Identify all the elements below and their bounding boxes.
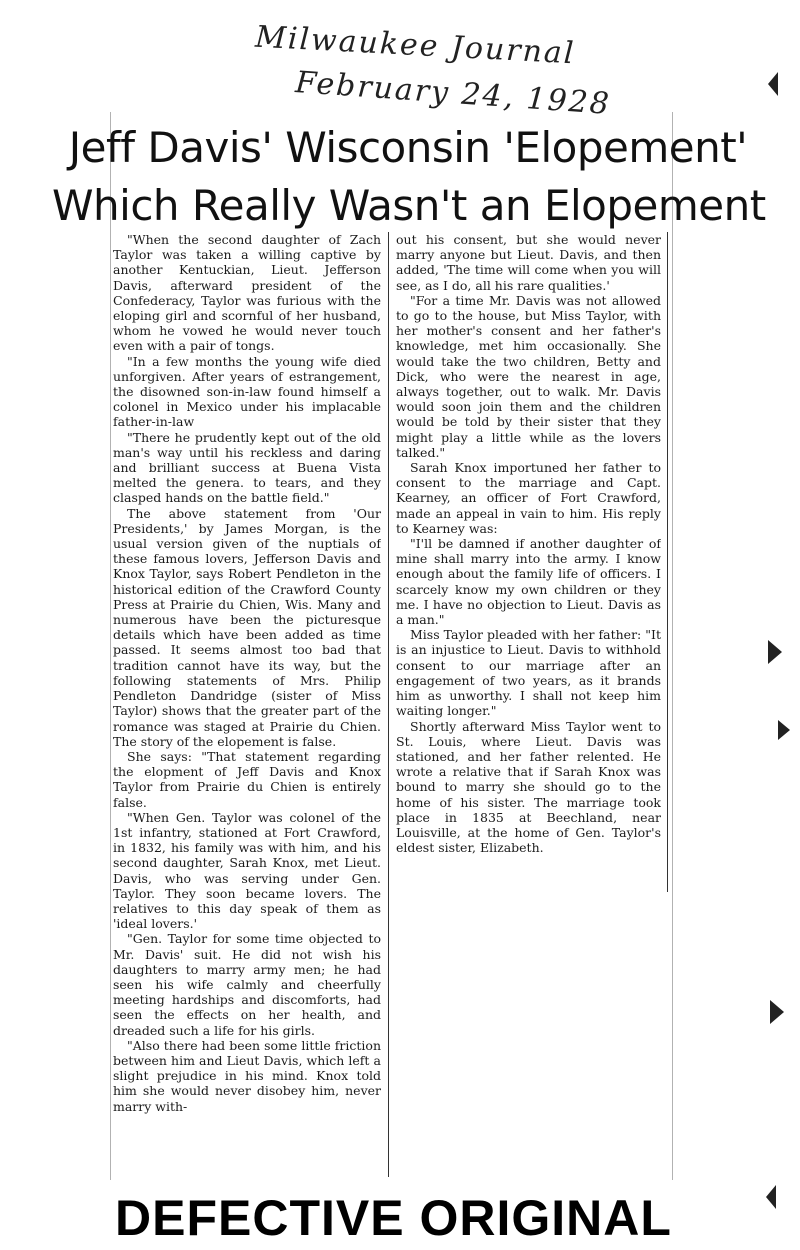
- column-divider: [667, 232, 668, 892]
- paragraph: She says: "That statement regarding the elopment of Jeff Davis and Knox Taylor from Prairie du Chien is entirely false.: [113, 748, 381, 810]
- paragraph: Sarah Knox importuned her father to consent to the marriage and Capt. Kearney, an officer of Fort Crawford, made an appeal in vain to him. His reply to Kearney was:: [396, 460, 661, 536]
- paragraph: "In a few months the young wife died unforgiven. After years of estrangement, the disowned son-in-law found himself a colonel in Mexico under his implacable father-in-law: [113, 353, 381, 430]
- binding-notch-icon: [768, 640, 782, 664]
- paragraph: "For a time Mr. Davis was not allowed to go to the house, but Miss Taylor, with her mother's consent and her father's knowledge, met him occasionally. She would take the two children, Betty and Dick, who were the nearest in age, always together, out to walk. Mr. Davis would soon join them and the children would be told by their sister that they might play a little while as the lovers talked.": [396, 292, 661, 460]
- defective-original-stamp: DEFECTIVE ORIGINAL: [115, 1190, 672, 1246]
- paragraph: The above statement from 'Our Presidents,' by James Morgan, is the usual version given of the nuptials of these famous lovers, Jefferson Davis and Knox Taylor, says Robert Pendleton in the historical edition of the Crawford County Press at Prairie du Chien, Wis. Many and numerous have been the picturesque details which have been added as time passed. It seems almost too bad that tradition cannot have its way, but the following statements of Mrs. Philip Pendleton Dandridge (sister of Miss Taylor) shows that the greater part of the romance was staged at Prairie du Chien. The story of the elopement is false.: [113, 505, 381, 749]
- headline-line-2: Which Really Wasn't an Elopement: [52, 181, 766, 230]
- paragraph: Shortly afterward Miss Taylor went to St. Louis, where Lieut. Davis was stationed, and her father relented. He wrote a relative that if Sarah Knox was bound to marry she should go to the home of his sister. The marriage took place in 1835 at Beechland, near Louisville, at the home of Gen. Taylor's eldest sister, Elizabeth.: [396, 718, 661, 856]
- paragraph: "Gen. Taylor for some time objected to Mr. Davis' suit. He did not wish his daughters to marry army men; he had seen his wife calmly and cheerfully meeting hardships and discomforts, had seen the effects on her health, and dreaded such a life for his girls.: [113, 931, 381, 1038]
- article-column-right: [396, 232, 661, 892]
- paragraph: "When the second daughter of Zach Taylor was taken a willing captive by another Kentuckian, Lieut. Jefferson Davis, afterward president of the Confederacy, Taylor was furious with the eloping girl and scornful of her husband, whom he vowed he would never touch even with a pair of tongs.: [113, 232, 381, 354]
- paragraph: "Also there had been some little friction between him and Lieut Davis, which left a slight prejudice in his mind. Knox told him she would never disobey him, never marry with-: [113, 1037, 381, 1114]
- paragraph: "When Gen. Taylor was colonel of the 1st infantry, stationed at Fort Crawford, in 1832, his family was with him, and his second daughter, Sarah Knox, met Lieut. Davis, who was serving under Gen. Taylor. They soon became lovers. The relatives to this day speak of them as 'ideal lovers.': [113, 809, 381, 932]
- column-divider: [388, 232, 389, 1177]
- article-column-left: [113, 232, 381, 1177]
- binding-notch-icon: [770, 1000, 784, 1024]
- handwritten-source: Milwaukee Journal: [254, 19, 577, 72]
- handwritten-date: February 24, 1928: [294, 65, 612, 122]
- clipping-edge-left: [110, 112, 111, 1180]
- paragraph: "There he prudently kept out of the old man's way until his reckless and daring and brilliant success at Buena Vista melted the genera. to tears, and they clasped hands on the battle field.": [113, 429, 381, 506]
- paragraph: Miss Taylor pleaded with her father: "It is an injustice to Lieut. Davis to withhold consent to our marriage after an engagement of two years, as it brands him as unworthy. I shall not keep him waiting longer.": [396, 627, 661, 719]
- headline-line-1: Jeff Davis' Wisconsin 'Elopement': [68, 123, 748, 172]
- binding-notch-icon: [766, 1185, 776, 1209]
- paragraph: "I'll be damned if another daughter of mine shall marry into the army. I know enough about the family life of officers. I scarcely know my own children or they me. I have no objection to Lieut. Davis as a man.": [396, 536, 661, 628]
- paragraph: out his consent, but she would never marry anyone but Lieut. Davis, and then added, 'The time will come when you will see, as I do, all his rare qualities.': [396, 232, 661, 293]
- clipping-edge-right: [672, 112, 673, 1180]
- binding-notch-icon: [768, 72, 778, 96]
- binding-notch-icon: [778, 720, 790, 740]
